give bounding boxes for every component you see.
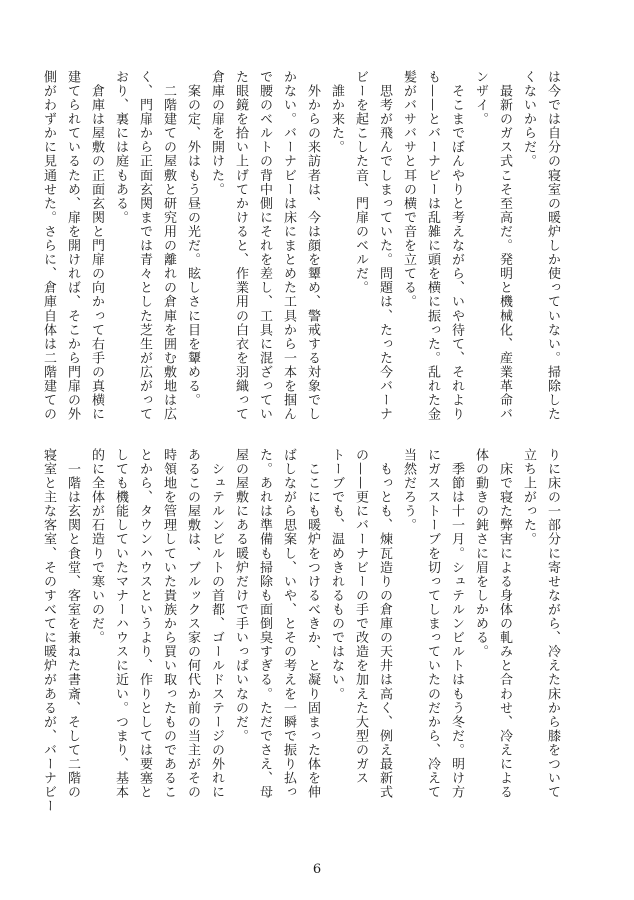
text-line: 時領地を管理していた貴族から買い取ったものであるこ — [161, 448, 176, 800]
text-line: 立ち上がった。 — [521, 448, 536, 547]
text-line: 建てられているため、扉を開ければ、そこから門扉の外 — [65, 70, 80, 422]
text-tier-upper — [41, 70, 564, 422]
text-tier-lower — [41, 448, 564, 814]
text-line: とから、タウンハウスというより、作りとしては要塞と — [137, 448, 152, 800]
page-number: 6 — [312, 862, 322, 877]
text-line: 的に全体が石造りで寒いのだ。 — [89, 448, 104, 645]
text-line: た眼鏡を拾い上げてかけると、作業用の白衣を羽織って — [233, 70, 248, 422]
text-line: の——更にバーナビーの手で改造を加えた大型のガス — [353, 448, 368, 786]
text-line: 寝室と主な客室、そのすべてに暖炉があるが、バーナビー — [41, 448, 56, 814]
text-line: ここにも暖炉をつけるべきか、と凝り固まった体を伸 — [305, 448, 320, 800]
text-line: 一階は玄関と食堂、客室を兼ねた書斎、そして二階の — [65, 448, 80, 800]
text-line: おり、裏には庭もある。 — [113, 70, 128, 225]
text-line: にガスストーブを切ってしまっていたのだから、冷えて — [425, 448, 440, 800]
text-line: 季節は十一月。シュテルンビルトはもう冬だ。明け方 — [449, 448, 464, 800]
text-line: 体の動きの鈍さに眉をしかめる。 — [473, 448, 488, 659]
text-line: 外からの来訪者は、今は顔を顰め、警戒する対象でし — [305, 70, 320, 422]
text-line: トーブでも、温めきれるものではない。 — [329, 448, 344, 701]
text-line: も——とバーナビーは乱雑に頭を横に振った。乱れた金 — [425, 70, 440, 422]
text-line: 倉庫は屋敷の正面玄関と門扉の向かって右手の真横に — [89, 70, 104, 422]
text-line: くないからだ。 — [521, 70, 536, 169]
text-line: そこまでぼんやりと考えながら、いや待て、それより — [449, 70, 464, 422]
text-line: 案の定、外はもう昼の光だ。眩しさに目を顰める。 — [185, 70, 200, 408]
text-line: く、門扉から正面玄関までは青々とした芝生が広がって — [137, 70, 152, 422]
text-line: りに床の一部分に寄せながら、冷えた床から膝をついて — [545, 448, 560, 800]
text-line: もっとも、煉瓦造りの倉庫の天井は高く、例え最新式 — [377, 448, 392, 800]
text-line: しても機能していたマナーハウスに近い。つまり、基本 — [113, 448, 128, 800]
text-line: ばしながら思案し、いや、とその考えを一瞬で振り払っ — [281, 448, 296, 800]
text-line: で腰のベルトの背中側にそれを差し、工具に混ざってい — [257, 70, 272, 422]
text-line: 思考が飛んでしまっていた。問題は、たった今バーナ — [377, 70, 392, 422]
text-line: 当然だろう。 — [401, 448, 416, 533]
text-line: ンザイ。 — [473, 70, 488, 127]
text-line: シュテルンビルトの首都、ゴールドステージの外れに — [209, 448, 224, 800]
text-line: 髪がバサバサと耳の横で音を立てる。 — [401, 70, 416, 309]
text-line: 誰か来た。 — [329, 70, 344, 155]
text-line: ビーを起こした音、門扉のベルだ。 — [353, 70, 368, 295]
text-line: あるこの屋敷は、ブルックス家の何代か前の当主がその — [185, 448, 200, 800]
text-line: 床で寝た弊害による身体の軋みと合わせ、冷えによる — [497, 448, 512, 800]
text-line: かない。バーナビーは床にまとめた工具から一本を掴ん — [281, 70, 296, 422]
text-line: 倉庫の扉を開けた。 — [209, 70, 224, 197]
text-line: 最新のガス式こそ至高だ。発明と機械化、産業革命バ — [497, 70, 512, 422]
text-line: は今では自分の寝室の暖炉しか使っていない。掃除した — [545, 70, 560, 422]
text-line: 二階建ての屋敷と研究用の離れの倉庫を囲む敷地は広 — [161, 70, 176, 422]
text-line: 側がわずかに見通せた。さらに、倉庫自体は二階建ての — [41, 70, 56, 422]
text-line: 屋の屋敷にある暖炉だけで手いっぱいなのだ。 — [233, 448, 248, 744]
text-line: た。あれは準備も掃除も面倒臭すぎる。ただでさえ、母 — [257, 448, 272, 800]
